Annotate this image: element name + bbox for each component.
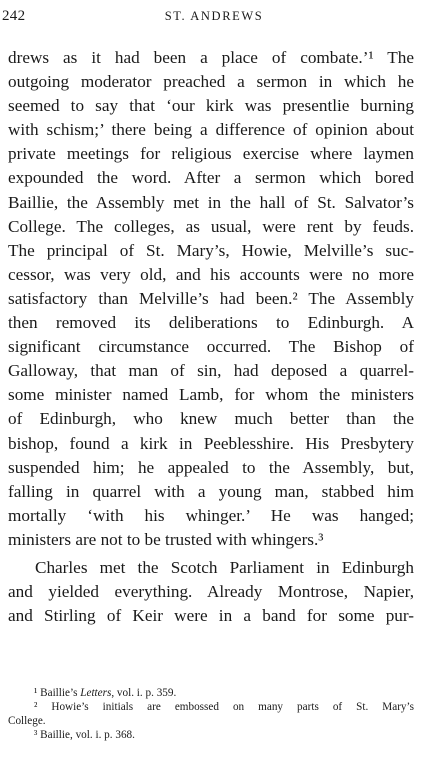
text-line: Charles met the Scotch Parliament in Edinburgh xyxy=(35,557,414,577)
text-line: with schism;’ there being a difference of opinion about xyxy=(8,120,414,140)
text-line: and Stirling of Keir were in a band for some pur- xyxy=(8,606,414,626)
footnotes xyxy=(8,686,414,742)
text-line: satisfactory than Melville’s had been.² The Assembly xyxy=(8,288,414,308)
text-line: of Edinburgh, who knew much better than the xyxy=(8,409,414,429)
text-line: some minister named Lamb, for whom the ministers xyxy=(8,385,414,405)
text-line: seemed to say that ‘our kirk was presentlie burning xyxy=(8,96,414,116)
text-line: private meetings for religious exercise where laymen xyxy=(8,144,414,164)
text-line: mortally ‘with his whinger.’ He was hanged; xyxy=(8,505,414,525)
footnote-1-title: Letters xyxy=(80,687,112,699)
text-line: drews as it had been a place of combate.’¹ The xyxy=(8,48,414,67)
text-line: significant circumstance occurred. The Bishop of xyxy=(8,337,414,357)
text-line: College. The colleges, as usual, were rent by feuds. xyxy=(8,216,414,236)
footnote-1-prefix: ¹ Baillie’s xyxy=(34,687,81,699)
text-line: ministers are not to be trusted with whingers.³ xyxy=(8,529,324,549)
footnote-1-suffix: , vol. i. p. 359. xyxy=(111,687,177,699)
text-line: and yielded everything. Already Montrose, Napier, xyxy=(8,582,414,602)
footnote-3: ³ Baillie, vol. i. p. 368. xyxy=(34,729,135,741)
text-line: then removed its deliberations to Edinburgh. A xyxy=(8,313,414,333)
body-text xyxy=(8,46,414,628)
text-line: Galloway, that man of sin, had deposed a quarrel- xyxy=(8,361,414,381)
footnote-1 xyxy=(8,686,414,700)
page-header xyxy=(0,8,428,28)
text-line: Baillie, the Assembly met in the hall of St. Salvator’s xyxy=(8,192,414,212)
text-line: cessor, was very old, and his accounts were no more xyxy=(8,264,414,284)
text-line: expounded the word. After a sermon which bored xyxy=(8,168,414,188)
text-line: falling in quarrel with a young man, stabbed him xyxy=(8,481,414,501)
text-line: suspended him; he appealed to the Assembly, but, xyxy=(8,457,414,477)
text-line: bishop, found a kirk in Peeblesshire. His Presbytery xyxy=(8,433,414,453)
paragraph-2 xyxy=(8,556,414,628)
footnote-2-line-2: College. xyxy=(8,715,46,727)
paragraph-1 xyxy=(8,46,414,552)
running-head: ST. ANDREWS xyxy=(164,9,264,23)
text-line: The principal of St. Mary’s, Howie, Melville’s suc- xyxy=(8,240,414,260)
page-number: 242 xyxy=(2,8,26,24)
footnote-2-line-1: ² Howie’s initials are embossed on many parts of St. Mary’s xyxy=(34,701,414,713)
text-line: outgoing moderator preached a sermon in which he xyxy=(8,72,414,92)
